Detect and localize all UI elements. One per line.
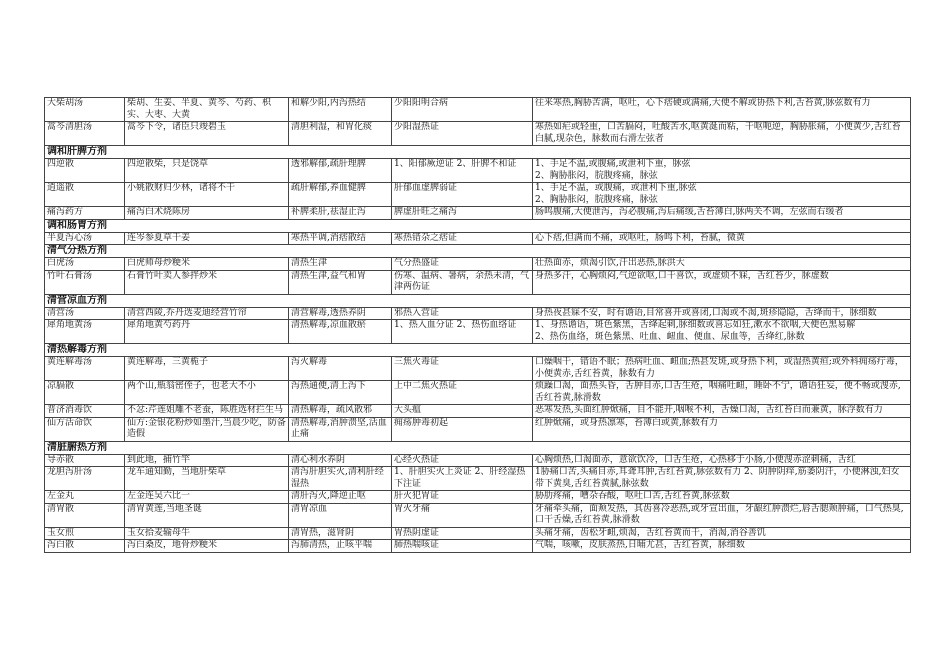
cell-mnemonic: 龙车通知勤，当地肝柴草 (125, 467, 289, 491)
cell-indication: 气分热盛证 (392, 258, 533, 271)
table-row (45, 381, 911, 405)
table-row (45, 527, 911, 540)
cell-formula-name: 半夏泻心汤 (45, 232, 125, 245)
cell-formula-name: 蒿芩清胆汤 (45, 122, 125, 146)
cell-symptoms: 烦躁口渴，面热头昏，舌肿目赤,口舌生疮，咽痛吐衄，睡卧不宁，谵语狂妄，便不畅或溲赤,舌红苔黄,脉滑数 (533, 381, 911, 405)
table-row (45, 417, 911, 441)
table-row (45, 405, 911, 418)
section-title: 清脏腑热方剂 (45, 441, 911, 454)
section-header-row (45, 146, 911, 159)
cell-formula-name: 凉膈散 (45, 381, 125, 405)
cell-symptoms: 心胸烦热,口渴面赤，意欲饮冷，口舌生疮，心热移于小肠,小便溲赤涩刺痛，舌红 (533, 454, 911, 467)
cell-symptoms: 牙痛牵头痛，面颊发热，其齿喜冷恶热,或牙宣出血，牙龈红肿溃烂,唇舌腮颊肿痛，口气热臭,口干舌燥,舌红苔黄,脉滑数 (533, 503, 911, 527)
section-title: 清热解毒方剂 (45, 344, 911, 357)
cell-symptoms: 身热夜甚寐不安，时有谵语,目常喜开或喜闭,口渴或不渴,斑疹隐隐，舌绛而干，脉细数 (533, 307, 911, 320)
cell-indication: 寒热错杂之痞证 (392, 232, 533, 245)
cell-mnemonic: 玉女拾麦输母牛 (125, 527, 289, 540)
cell-mnemonic: 清胃黄莲,当地圣诞 (125, 503, 289, 527)
cell-function: 清胃热，滋肾阴 (289, 527, 392, 540)
cell-function: 清热解毒,凉血散瘀 (289, 320, 392, 344)
cell-indication: 肺热喘咳证 (392, 540, 533, 553)
cell-indication: 上中二焦火热证 (392, 381, 533, 405)
cell-mnemonic: 泻白桑皮，地骨炒粳米 (125, 540, 289, 553)
cell-mnemonic: 连岑参夏草干姜 (125, 232, 289, 245)
cell-function: 清胃凉血 (289, 503, 392, 527)
cell-function: 清泻肝胆实火,清利肝经湿热 (289, 467, 392, 491)
cell-symptoms: 寒热如疟或轻重，口苦膈闷，吐酸苦水,呕黄涎而粘，干呕呃逆，胸胁胀痛，小便黄少,舌红苔白腻,现杂色，脉数而右滑左弦者 (533, 122, 911, 146)
cell-function: 泻火解毒 (289, 357, 392, 381)
cell-function: 透邪解郁,疏肝理脾 (289, 159, 392, 183)
cell-formula-name: 四逆散 (45, 159, 125, 183)
cell-formula-name: 导赤散 (45, 454, 125, 467)
cell-mnemonic: 仙方:金银花粉炒如墨汁,当晨少吃，防备造假 (125, 417, 289, 441)
cell-indication: 胃火牙痛 (392, 503, 533, 527)
section-title: 调和肝脾方剂 (45, 146, 911, 159)
table-row (45, 270, 911, 294)
table-row (45, 207, 911, 220)
cell-symptoms: 1、手足不温，或腹痛，或泄利下重,脉弦 2、胸胁胀闷，脘腹疼痛，脉弦 (533, 183, 911, 207)
cell-symptoms: 恶寒发热,头面红肿焮痛，目不能开,咽喉不利，舌燥口渴，舌红苔白而兼黄，脉浮数有力 (533, 405, 911, 418)
cell-symptoms: 红肿焮痛，或身热凛寒，苔薄白或黄,脉数有力 (533, 417, 911, 441)
formula-table (44, 97, 911, 553)
table-row (45, 454, 911, 467)
cell-mnemonic: 到此地，捕竹竿 (125, 454, 289, 467)
section-header-row (45, 245, 911, 258)
cell-symptoms: 肠鸣腹痛,大便泄泻，泻必腹痛,泻后痛缓,舌苔薄白,脉两关不调，左弦而右缓者 (533, 207, 911, 220)
cell-indication: 肝火犯胃证 (392, 491, 533, 504)
cell-symptoms: 口燥咽干，错语不眠；热病吐血、衄血;热甚发斑,或身热下利，或湿热黄疸;或外科痈疡疔毒，小便黄赤,舌红苔黄，脉数有力 (533, 357, 911, 381)
table-row (45, 98, 911, 122)
cell-formula-name: 痛泻药方 (45, 207, 125, 220)
cell-symptoms: 1胁痛口苦,头痛目赤,耳聋耳肿,舌红苔黄,脉弦数有力 2、阴肿阴痒,筋萎阴汗，小便淋浊,妇女带下黄臭,舌红苔黄腻,脉弦数 (533, 467, 911, 491)
cell-indication: 少阳阳明合病 (392, 98, 533, 122)
cell-formula-name: 白虎汤 (45, 258, 125, 271)
cell-function: 泻肺清热，止咳平喘 (289, 540, 392, 553)
cell-mnemonic: 两个山,瓶翁密侄子，也老大不小 (125, 381, 289, 405)
cell-indication: 痈疡肿毒初起 (392, 417, 533, 441)
cell-function: 清胆利湿，和胃化痰 (289, 122, 392, 146)
cell-formula-name: 黄连解毒汤 (45, 357, 125, 381)
cell-function: 清心利水养阴 (289, 454, 392, 467)
cell-mnemonic: 蒿芩下令，诸臣只竣碧玉 (125, 122, 289, 146)
cell-function: 疏肝解郁,养血健脾 (289, 183, 392, 207)
cell-formula-name: 犀角地黄汤 (45, 320, 125, 344)
cell-function: 清热解毒，疏风散邪 (289, 405, 392, 418)
cell-mnemonic: 清营西陵,乔丹选麦迪经营竹帘 (125, 307, 289, 320)
cell-function: 清营解毒,透热养阴 (289, 307, 392, 320)
cell-formula-name: 左金丸 (45, 491, 125, 504)
cell-mnemonic: 四逆散柴，只是饶草 (125, 159, 289, 183)
table-row (45, 183, 911, 207)
cell-formula-name: 竹叶石膏汤 (45, 270, 125, 294)
section-header-row (45, 441, 911, 454)
cell-mnemonic: 痛泻白术烧陈房 (125, 207, 289, 220)
cell-indication: 邪热入营证 (392, 307, 533, 320)
cell-indication: 1、热入血分证 2、热伤血络证 (392, 320, 533, 344)
cell-symptoms: 心下痞,但满而不痛，或呕吐，肠鸣下利，苔腻，微黄 (533, 232, 911, 245)
cell-formula-name: 玉女煎 (45, 527, 125, 540)
table-row (45, 232, 911, 245)
section-title: 清营凉血方剂 (45, 294, 911, 307)
table-row (45, 258, 911, 271)
cell-formula-name: 普济消毒饮 (45, 405, 125, 418)
cell-indication: 伤寒、温病、暑病，余热未清，气津两伤证 (392, 270, 533, 294)
cell-indication: 三焦火毒证 (392, 357, 533, 381)
cell-formula-name: 龙胆泻肝汤 (45, 467, 125, 491)
cell-mnemonic: 左金连吴六比一 (125, 491, 289, 504)
table-row (45, 540, 911, 553)
cell-symptoms: 气喘，咳嗽，皮肤蒸热,日晡尤甚，舌红苔黄，脉细数 (533, 540, 911, 553)
cell-function: 清热生津,益气和胃 (289, 270, 392, 294)
cell-indication: 脾虚肝旺之痛泻 (392, 207, 533, 220)
table-row (45, 307, 911, 320)
cell-symptoms: 头痛牙痛，齿松牙衄,烦渴，舌红苔黄而干，消渴,消谷善饥 (533, 527, 911, 540)
cell-mnemonic: 小姚散财归少林，诸将不干 (125, 183, 289, 207)
section-header-row (45, 294, 911, 307)
cell-mnemonic: 不忿:芹莲姐雕不老蚕，陈胜选材拦生马 (125, 405, 289, 418)
cell-symptoms: 身热多汗，心胸烦闷,气逆欲呕,口干喜饮，或虚烦不寐，舌红苔少，脉虚数 (533, 270, 911, 294)
cell-mnemonic: 柴胡、生姜、半夏、黄芩、芍药、枳实、大枣、大黄 (125, 98, 289, 122)
section-title: 调和肠胃方剂 (45, 219, 911, 232)
cell-function: 清热生津 (289, 258, 392, 271)
cell-formula-name: 泻白散 (45, 540, 125, 553)
cell-symptoms: 壮热面赤，烦渴引饮,汗出恶热,脉洪大 (533, 258, 911, 271)
cell-indication: 胃热阴虚证 (392, 527, 533, 540)
cell-symptoms: 往来寒热,胸胁苦满，呕吐，心下痞硬或满痛,大便不解或协热下利,舌苔黄,脉弦数有力 (533, 98, 911, 122)
section-header-row (45, 344, 911, 357)
cell-mnemonic: 犀角地黄芍药丹 (125, 320, 289, 344)
cell-indication: 心经火热证 (392, 454, 533, 467)
cell-function: 寒热平调,消痞散结 (289, 232, 392, 245)
table-row (45, 320, 911, 344)
table-row (45, 467, 911, 491)
cell-indication: 1、肝胆实火上炎证 2、肝经湿热下注证 (392, 467, 533, 491)
table-row (45, 503, 911, 527)
table-row (45, 159, 911, 183)
cell-formula-name: 逍遥散 (45, 183, 125, 207)
cell-function: 泻热通便,清上泻下 (289, 381, 392, 405)
cell-formula-name: 清胃散 (45, 503, 125, 527)
cell-function: 清肝泻火,降逆止呕 (289, 491, 392, 504)
cell-indication: 大头瘟 (392, 405, 533, 418)
cell-formula-name: 大柴胡汤 (45, 98, 125, 122)
table-row (45, 122, 911, 146)
cell-mnemonic: 黄连解毒，三黄栀子 (125, 357, 289, 381)
cell-function: 补脾柔肝,祛湿止泻 (289, 207, 392, 220)
cell-symptoms: 1、身热谵语，斑色紫黑，舌绛起刺,脉细数或喜忘如狂,漱水不欲咽,大便色黑易解 2、热伤血络，斑色紫黑、吐血、衄血、便血、尿血等，舌绛红,脉数 (533, 320, 911, 344)
table-row (45, 491, 911, 504)
cell-function: 清热解毒,消肿溃坚,活血止痛 (289, 417, 392, 441)
cell-formula-name: 清营汤 (45, 307, 125, 320)
section-header-row (45, 219, 911, 232)
cell-indication: 肝郁血虚脾弱证 (392, 183, 533, 207)
table-row (45, 357, 911, 381)
formula-table-body (45, 98, 911, 553)
section-title: 清气分热方剂 (45, 245, 911, 258)
cell-symptoms: 1、手足不温,或腹痛,或泄利下重，脉弦 2、胸胁胀闷，脘腹疼痛，脉弦 (533, 159, 911, 183)
cell-mnemonic: 石膏竹叶卖人参拌炒米 (125, 270, 289, 294)
cell-indication: 1、阳郁厥逆证 2、肝脾不和证 (392, 159, 533, 183)
cell-symptoms: 胁肋疼痛，嘈杂吞酸，呕吐口苦,舌红苔黄,脉弦数 (533, 491, 911, 504)
cell-function: 和解少阳,内泻热结 (289, 98, 392, 122)
cell-formula-name: 仙方活命饮 (45, 417, 125, 441)
cell-indication: 少阳湿热证 (392, 122, 533, 146)
cell-mnemonic: 白虎师母炒粳米 (125, 258, 289, 271)
